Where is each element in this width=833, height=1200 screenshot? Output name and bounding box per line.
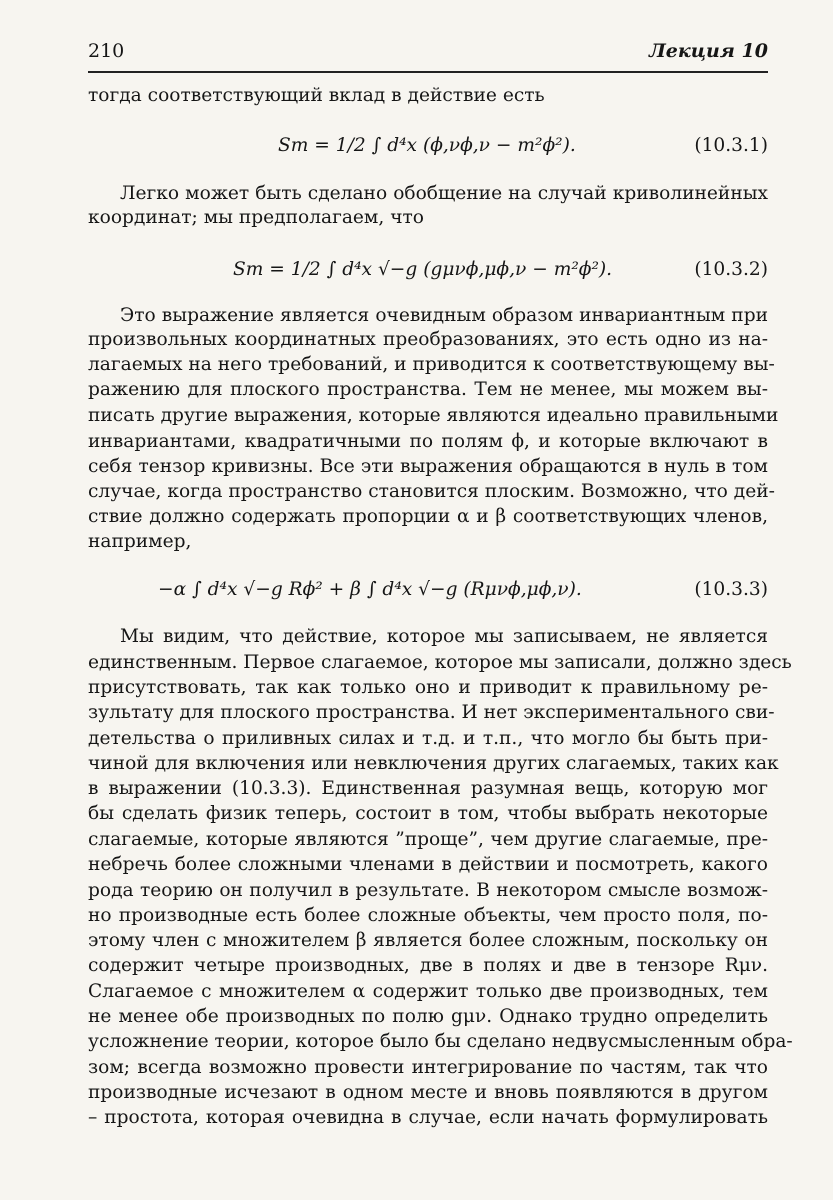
text-line: рода теорию он получил в результате. В некотором смысле возмож- (88, 880, 768, 901)
text-line: например, (88, 531, 192, 552)
text-line: слагаемые, которые являются ”проще”, чем другие слагаемые, пре- (88, 829, 768, 850)
text-line: производные исчезают в одном месте и вновь появляются в другом (88, 1082, 768, 1103)
text-line: содержит четыре производных, две в полях и две в тензоре Rμν. (88, 955, 768, 976)
text-line: тогда соответствующий вклад в действие есть (88, 85, 545, 106)
text-line: в выражении (10.3.3). Единственная разумная вещь, которую мог (88, 778, 768, 799)
text-line: – простота, которая очевидна в случае, если начать формулировать (88, 1107, 768, 1128)
text-line: лагаемых на него требований, и приводится к соответствующему вы- (88, 354, 775, 375)
text-line: единственным. Первое слагаемое, которое мы записали, должно здесь (88, 652, 792, 673)
text-line: инвариантами, квадратичными по полям ϕ, и которые включают в (88, 431, 768, 452)
text-line: произвольных координатных преобразованиях, это есть одно из на- (88, 329, 768, 350)
text-line: небречь более сложными членами в действии и посмотреть, какого (88, 854, 768, 875)
text-line: но производные есть более сложные объекты, чем просто поля, по- (88, 905, 768, 926)
text-line: присутствовать, так как только оно и приводит к правильному ре- (88, 677, 768, 698)
text-line: чиной для включения или невключения других слагаемых, таких как (88, 753, 779, 774)
text-line: случае, когда пространство становится плоским. Возможно, что дей- (88, 481, 775, 502)
text-line: усложнение теории, которое было бы сделано недвусмысленным обра- (88, 1031, 793, 1052)
equation-formula: −α ∫ d⁴x √−g Rϕ² + β ∫ d⁴x √−g (Rμνϕ,μϕ,ν). (158, 579, 582, 600)
text-line: писать другие выражения, которые являются идеально правильными (88, 405, 779, 426)
page-header (88, 40, 768, 66)
equation-formula: Sm = 1/2 ∫ d⁴x √−g (gμνϕ,μϕ,ν − m²ϕ²). (233, 259, 613, 280)
text-line: себя тензор кривизны. Все эти выражения обращаются в нуль в том (88, 456, 768, 477)
text-line: координат; мы предполагаем, что (88, 207, 424, 228)
text-line: ствие должно содержать пропорции α и β соответствующих членов, (88, 506, 768, 527)
text-line: детельства о приливных силах и т.д. и т.п., что могло бы быть при- (88, 728, 768, 749)
equation-formula: Sm = 1/2 ∫ d⁴x (ϕ,νϕ,ν − m²ϕ²). (278, 135, 576, 156)
text-line: Это выражение является очевидным образом инвариантным при (120, 305, 768, 326)
text-line: Легко может быть сделано обобщение на случай криволинейных (120, 183, 768, 204)
header-rule (88, 71, 768, 73)
text-line: зультату для плоского пространства. И нет экспериментального сви- (88, 702, 775, 723)
equation-number: (10.3.2) (694, 259, 768, 280)
text-line: Слагаемое с множителем α содержит только две производных, тем (88, 981, 768, 1002)
equation-number: (10.3.1) (694, 135, 768, 156)
equation-number: (10.3.3) (694, 579, 768, 600)
text-line: Мы видим, что действие, которое мы записываем, не является (120, 626, 768, 647)
text-line: ражению для плоского пространства. Тем не менее, мы можем вы- (88, 379, 768, 400)
text-line: этому член с множителем β является более сложным, поскольку он (88, 930, 768, 951)
running-title: Лекция 10 (648, 40, 768, 62)
text-line: не менее обе производных по полю gμν. Однако трудно определить (88, 1006, 768, 1027)
page-number: 210 (88, 40, 125, 62)
text-line: бы сделать физик теперь, состоит в том, чтобы выбрать некоторые (88, 803, 768, 824)
text-line: зом; всегда возможно провести интегрирование по частям, так что (88, 1057, 768, 1078)
